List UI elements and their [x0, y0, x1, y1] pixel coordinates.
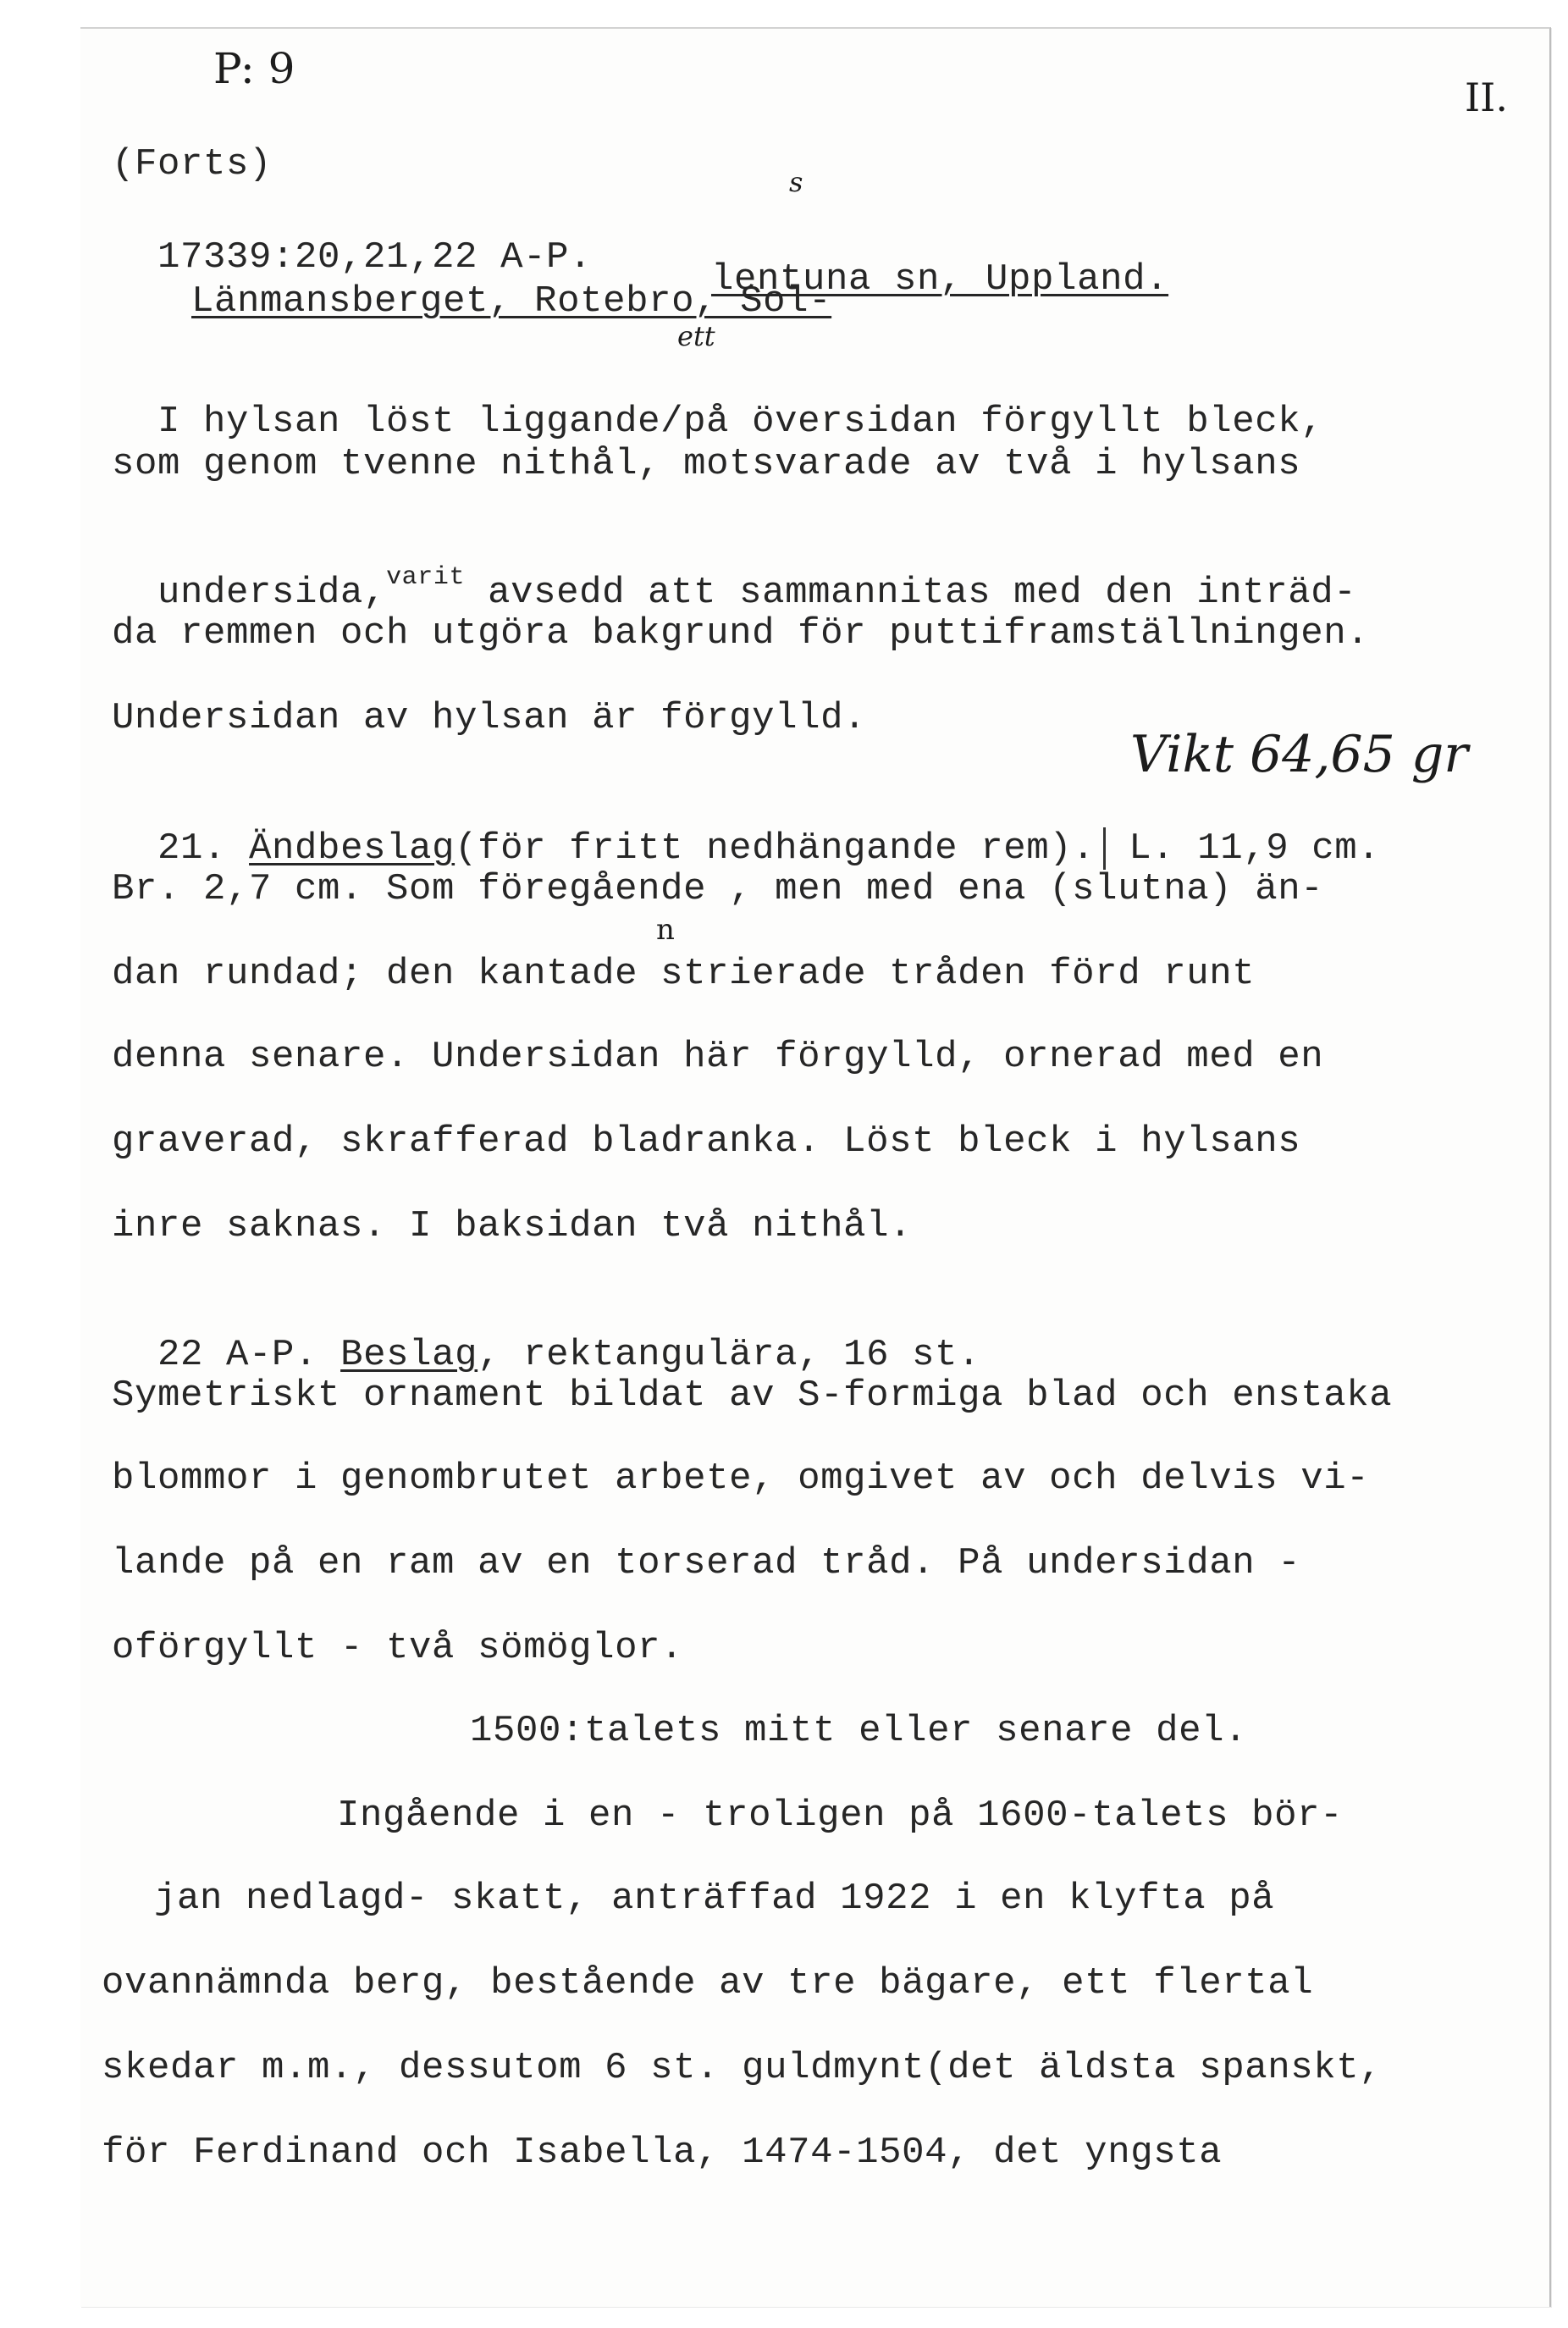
place-insert: s	[789, 166, 803, 198]
insert-n: n	[656, 913, 675, 947]
body-line-8: dan rundad; den kantade strierade tråden förd runt	[112, 953, 1256, 995]
body-line-12	[112, 1289, 980, 1377]
insert-varit: varit	[386, 563, 466, 592]
roman-numeral: II.	[1465, 75, 1508, 120]
body-line-5: Undersidan av hylsan är förgylld.	[112, 697, 867, 739]
body-line-10: graverad, skrafferad bladranka. Löst bleck i hylsans	[112, 1120, 1301, 1163]
body-line-12-rest: , rektangulära, 16 st.	[478, 1334, 981, 1376]
page-reference: P: 9	[213, 44, 295, 93]
body-line-1b: på översidan förgyllt bleck,	[683, 401, 1324, 443]
body-line-3b: avsedd att sammannitas med den inträd-	[465, 572, 1357, 614]
body-line-19: jan nedlagd- skatt, anträffad 1922 i en klyfta på	[154, 1877, 1275, 1920]
place-line-1: Länmansberget, Rotebro, Sol-	[191, 280, 832, 323]
body-line-9: denna senare. Undersidan här förgylld, ornerad med en	[112, 1036, 1324, 1078]
body-line-7: Br. 2,7 cm. Som föregående , men med ena (slutna) än-	[112, 868, 1324, 910]
insert-slash: /	[660, 401, 684, 443]
term-andbeslag: Ändbeslag	[249, 827, 455, 870]
body-line-6	[112, 782, 1380, 871]
body-line-15: lande på en ram av en torserad tråd. På undersidan -	[112, 1542, 1301, 1584]
body-line-3	[112, 527, 1356, 618]
length-value: L. 11,9 cm.	[1106, 827, 1381, 870]
body-line-21: skedar m.m., dessutom 6 st. guldmynt(det äldsta spanskt,	[102, 2047, 1383, 2089]
forts-label: (Forts)	[112, 143, 273, 185]
inventory-number: 17339:20,21,22 A-P.	[157, 236, 593, 279]
body-line-1a: I hylsan löst liggande	[157, 401, 661, 443]
body-line-4: da remmen och utgöra bakgrund för puttiframställningen.	[112, 612, 1370, 655]
body-line-2: som genom tvenne nithål, motsvarade av två i hylsans	[112, 443, 1301, 485]
place-line-2: lentuna sn, Uppland.	[711, 258, 1169, 301]
term-beslag: Beslag	[340, 1334, 478, 1376]
weight-note: Vikt 64,65 gr	[1130, 725, 1468, 784]
item-number-22: 22 A-P.	[157, 1334, 341, 1376]
body-line-16: oförgyllt - två sömöglor.	[112, 1627, 684, 1669]
body-line-1	[112, 356, 1323, 444]
body-line-22: för Ferdinand och Isabella, 1474-1504, det yngsta	[102, 2132, 1223, 2174]
body-line-13: Symetriskt ornament bildat av S-formiga blad och enstaka	[112, 1374, 1393, 1417]
body-line-18: Ingående i en - troligen på 1600-talets bör-	[337, 1794, 1344, 1837]
item-number-21: 21.	[157, 827, 250, 870]
body-line-14: blommor i genombrutet arbete, omgivet av och delvis vi-	[112, 1457, 1370, 1500]
body-line-6-rest: (för fritt nedhängande rem).	[455, 827, 1106, 870]
insert-ett: ett	[677, 320, 715, 352]
body-line-11: inre saknas. I baksidan två nithål.	[112, 1205, 913, 1247]
dating-line: 1500:talets mitt eller senare del.	[470, 1710, 1248, 1752]
body-line-3a: undersida,	[157, 572, 387, 614]
body-line-20: ovannämnda berg, bestående av tre bägare, ett flertal	[102, 1962, 1314, 2005]
